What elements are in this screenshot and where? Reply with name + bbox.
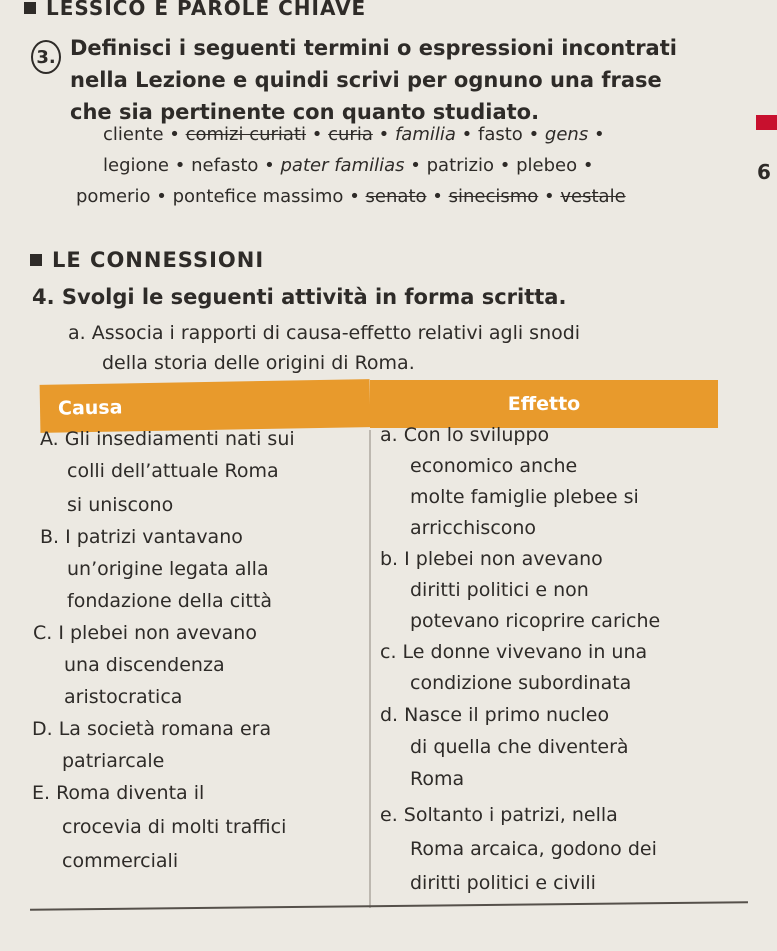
- cause-line: un’origine legata alla: [67, 558, 269, 580]
- effect-line: diritti politici e non: [410, 579, 589, 601]
- effect-line: arricchiscono: [410, 517, 537, 539]
- exercise-4-title: 4. Svolgi le seguenti attività in forma scritta.: [32, 285, 567, 309]
- effect-line: c. Le donne vivevano in una: [380, 641, 648, 663]
- cause-line: fondazione della città: [67, 590, 272, 612]
- table-header-cause: Causa: [40, 379, 371, 433]
- effect-line: Roma arcaica, godono dei: [410, 838, 657, 860]
- cause-line: B. I patrizi vantavano: [40, 526, 243, 548]
- cause-line: A. Gli insediamenti nati sui: [40, 428, 295, 450]
- square-bullet-icon: [24, 2, 36, 14]
- square-bullet-icon: [30, 254, 42, 266]
- cause-line: una discendenza: [64, 654, 225, 676]
- terms-line-1: cliente • comizi curiati • curia • familia • fasto • gens •: [103, 124, 605, 145]
- exercise-4a-instructions: a. Associa i rapporti di causa-effetto relativi agli snodi della storia delle origini di Roma.: [68, 322, 581, 374]
- terms-line-2: legione • nefasto • pater familias • patrizio • plebeo •: [103, 155, 594, 176]
- exercise-3-number: 3.: [31, 40, 61, 74]
- table-header-effect: Effetto: [370, 380, 718, 428]
- cause-line: commerciali: [62, 850, 179, 872]
- effect-line: molte famiglie plebee si: [410, 486, 639, 508]
- cause-line: D. La società romana era: [32, 718, 272, 740]
- cause-line: E. Roma diventa il: [32, 782, 205, 804]
- cause-line: aristocratica: [64, 686, 183, 708]
- effect-line: b. I plebei non avevano: [380, 548, 603, 570]
- effect-line: e. Soltanto i patrizi, nella: [380, 804, 618, 826]
- table-bottom-rule: [30, 901, 748, 911]
- section-heading-connections: LE CONNESSIONI: [30, 248, 264, 272]
- effect-line: d. Nasce il primo nucleo: [380, 704, 610, 726]
- effect-line: potevano ricoprire cariche: [410, 610, 661, 632]
- effect-line: diritti politici e civili: [410, 872, 596, 894]
- effect-line: di quella che diventerà: [410, 736, 629, 758]
- effect-line: Roma: [410, 768, 465, 790]
- side-page-number: 6: [757, 160, 771, 184]
- cause-line: colli dell’attuale Roma: [67, 460, 279, 482]
- cause-line: C. I plebei non avevano: [33, 622, 257, 644]
- effect-line: condizione subordinata: [410, 672, 632, 694]
- exercise-3-instructions: Definisci i seguenti termini o espressioni incontrati nella Lezione e quindi scrivi per ognuno una frase che sia pertinente con quanto studiato.: [70, 36, 677, 124]
- effect-line: a. Con lo sviluppo: [380, 424, 550, 446]
- terms-line-3: pomerio • pontefice massimo • senato • sinecismo • vestale: [76, 186, 626, 207]
- effect-line: economico anche: [410, 455, 578, 477]
- cause-line: patriarcale: [62, 750, 165, 772]
- section-heading-keywords: LESSICO E PAROLE CHIAVE: [24, 0, 366, 20]
- red-margin-marker: [756, 115, 777, 130]
- cause-line: si uniscono: [67, 494, 174, 516]
- cause-line: crocevia di molti traffici: [62, 816, 287, 838]
- table-column-divider: [369, 430, 371, 908]
